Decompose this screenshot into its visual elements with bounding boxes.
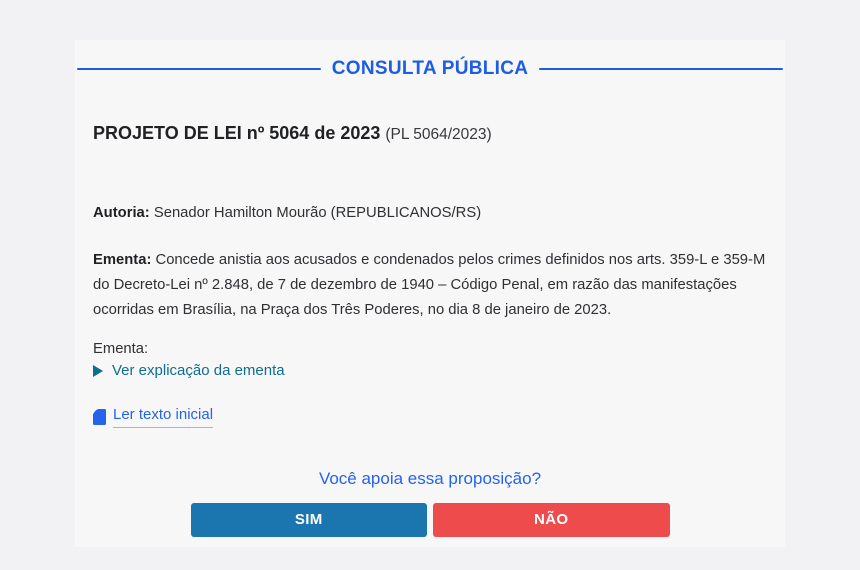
authorship-label: Autoria:: [93, 205, 150, 221]
ementa-paragraph: [93, 248, 767, 323]
ementa-text: Concede anistia aos acusados e condenados pelos crimes definidos nos arts. 359-L e 359-M do Decreto-Lei nº 2.848, de 7 de dezembro de 1940 – Código Penal, em razão das manifestações ocorridas em Brasília, na Praça dos Três Poderes, no dia 8 de janeiro de 2023.: [93, 252, 766, 318]
bill-heading: [93, 122, 767, 146]
bill-reference: (PL 5064/2023): [385, 126, 492, 143]
ementa-explanation-link[interactable]: [93, 361, 285, 381]
consultation-card: [75, 40, 785, 547]
ementa-label: Ementa:: [93, 252, 152, 268]
yes-button[interactable]: SIM: [191, 503, 428, 537]
authorship-line: [93, 203, 767, 223]
title-rule-right: [539, 68, 783, 70]
ementa-explanation-row: [93, 361, 767, 382]
support-question: Você apoia essa proposição?: [318, 468, 542, 488]
vote-buttons: [191, 503, 670, 537]
bill-title: PROJETO DE LEI nº 5064 de 2023: [93, 123, 381, 143]
ementa-explanation-label: Ver explicação da ementa: [112, 362, 285, 379]
title-rule-left: [77, 68, 321, 70]
initial-text-label: Ler texto inicial: [113, 405, 213, 428]
ementa-caption: Ementa:: [93, 341, 149, 357]
initial-text-row: [93, 405, 767, 430]
card-content: [75, 122, 785, 537]
page-title: CONSULTA PÚBLICA: [331, 58, 529, 79]
initial-text-link[interactable]: [93, 405, 213, 428]
document-icon: [93, 409, 106, 425]
section-title-row: [77, 56, 783, 82]
play-right-icon: [93, 365, 103, 377]
no-button[interactable]: NÃO: [433, 503, 670, 537]
authorship-value: Senador Hamilton Mourão (REPUBLICANOS/RS): [153, 205, 482, 221]
